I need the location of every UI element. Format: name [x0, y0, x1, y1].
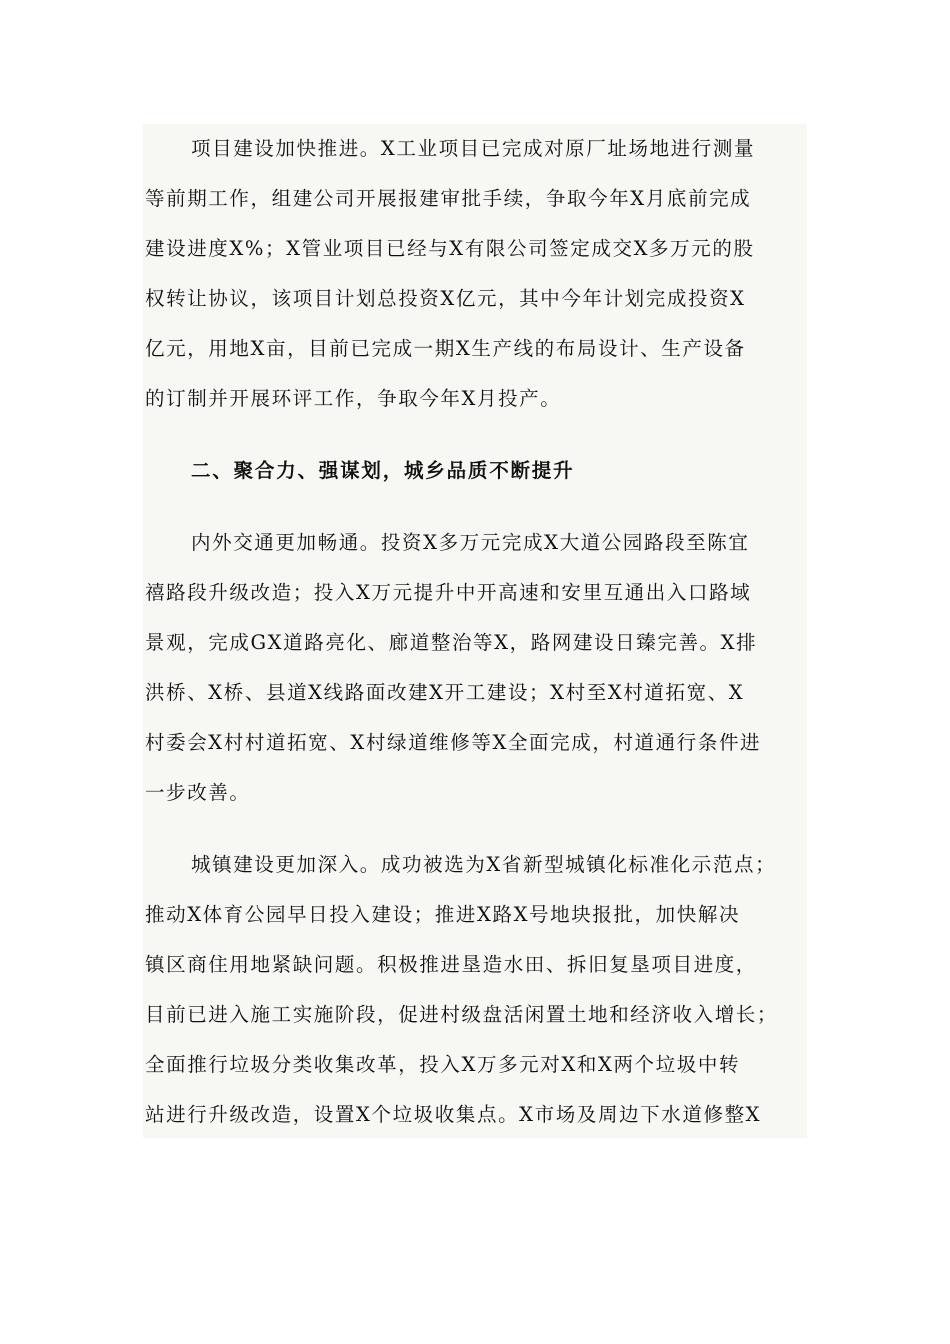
text-line: 权转让协议，该项目计划总投资X亿元，其中今年计划完成投资X: [145, 287, 746, 310]
text-line: 一步改善。: [145, 781, 251, 804]
text-line: 内外交通更加畅通。投资X多万元完成X大道公园路段至陈宜: [191, 531, 750, 554]
text-line: 景观，完成GX道路亮化、廊道整治等X，路网建设日臻完善。X排: [145, 631, 758, 654]
paragraph-gap: [145, 424, 809, 446]
text-line: 建设进度X%；X管业项目已经与X有限公司签定成交X多万元的股: [145, 237, 755, 260]
paragraph-gap: [145, 496, 809, 518]
paragraph-traffic: [145, 518, 809, 818]
text-line: 的订制并开展环评工作，争取今年X月投产。: [145, 387, 562, 410]
text-line: 等前期工作，组建公司开展报建审批手续，争取今年X月底前完成: [145, 187, 752, 210]
text-line: 城镇建设更加深入。成功被选为X省新型城镇化标准化示范点；: [191, 853, 777, 876]
text-line: 洪桥、X桥、县道X线路面改建X开工建设；X村至X村道拓宽、X: [145, 681, 745, 704]
text-line: 站进行升级改造，设置X个垃圾收集点。X市场及周边下水道修整X: [145, 1103, 762, 1126]
text-line: 推动X体育公园早日投入建设；推进X路X号地块报批，加快解决: [145, 903, 741, 926]
text-line: 全面推行垃圾分类收集改革，投入X万多元对X和X两个垃圾中转: [145, 1053, 741, 1076]
paragraph-urban-construction: [145, 840, 809, 1140]
text-line: 镇区商住用地紧缺问题。积极推进垦造水田、拆旧复垦项目进度，: [145, 953, 757, 976]
text-line: 禧路段升级改造；投入X万元提升中开高速和安里互通出入口路域: [145, 581, 752, 604]
text-line: 目前已进入施工实施阶段，促进村级盘活闲置土地和经济收入增长；: [145, 1003, 779, 1026]
document-body: [145, 124, 809, 1140]
section-heading: 二、聚合力、强谋划，城乡品质不断提升: [191, 459, 575, 482]
text-line: 村委会X村村道拓宽、X村绿道维修等X全面完成，村道通行条件进: [145, 731, 762, 754]
text-line: 亿元，用地X亩，目前已完成一期X生产线的布局设计、生产设备: [145, 337, 746, 360]
paragraph-project-construction: [145, 124, 809, 424]
paragraph-gap: [145, 818, 809, 840]
text-line: 项目建设加快推进。X工业项目已完成对原厂址场地进行测量: [191, 137, 756, 160]
